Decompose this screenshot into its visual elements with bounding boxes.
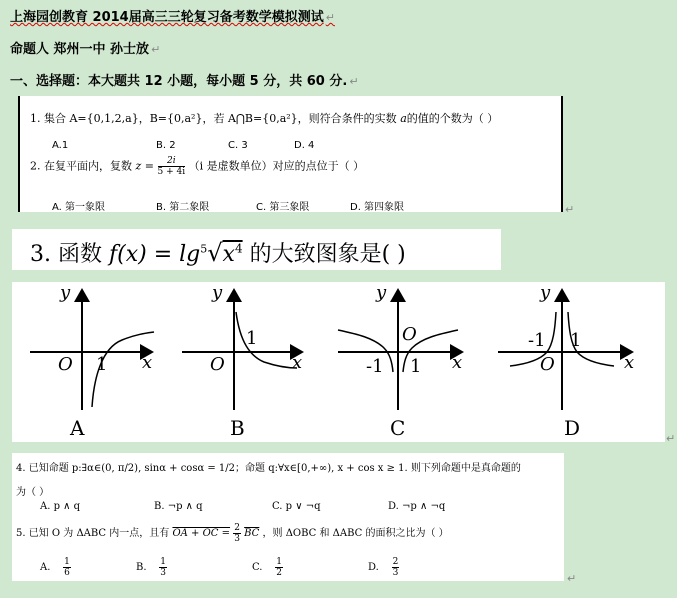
graph-b [182,290,302,410]
graph-c [338,290,462,410]
q2-option-c: C. 第三象限 [256,202,310,213]
q4-stem-cont: 为（ ） [16,487,50,498]
q2-option-b: B. 第二象限 [156,202,210,213]
graph-d-mark-1: 1 [570,330,582,351]
question-image-4-5 [12,453,564,581]
q4-option-a: A. p ∧ q [40,501,81,512]
q4-stem: 4. 已知命题 p:∃α∈(0, π/2), sinα + cosα = 1/2；命题 q:∀x∈[0,+∞), x + cos x ≥ 1. 则下列命题中是真命题的 [16,463,521,474]
q2-option-d: D. 第四象限 [350,202,405,213]
q1-stem: 1. 集合 A={0,1,2,a}，B={0,a²}，若 A⋂B={0,a²}，则符合条件的实数 a的值的个数为（ ） [30,112,499,125]
graph-d-x-label: x [624,352,635,373]
graph-b-x-label: x [292,352,303,373]
graph-d [498,290,635,410]
q5-option-c: C. $\frac{1}{2}$ [252,557,282,578]
graph-c-x-label: x [452,352,463,373]
q5-stem: 5. 已知 O 为 ΔABC 内一点，且有 OA + OC = $\frac{2}{3}$ $\overline{BC}$ ，则 ΔOBC 和 ΔABC 的面积之比为（ ） [16,523,449,544]
graph-d-origin: O [540,354,555,375]
graph-c-origin: O [402,324,417,345]
graph-a-y-label: y [60,282,71,303]
author-line: 命题人 郑州一中 孙士放 ↵ [10,42,161,57]
q5-option-d: D. $\frac{2}{3}$ [368,557,399,578]
document-title: 上海园创教育 2014届高三三轮复习备考数学模拟测试 ↵ [10,10,335,25]
question-image-1-2 [18,96,563,212]
graph-b-y-label: y [212,282,223,303]
q4-option-c: C. p ∨ ¬q [272,501,321,512]
graph-c-mark-neg1: -1 [366,356,384,377]
graph-a-caption: A [70,416,85,440]
q1-option-a: A.1 [52,140,69,151]
q2-option-a: A. 第一象限 [52,202,106,213]
q1-option-c: C. 3 [228,140,248,151]
graph-a [30,290,154,410]
graph-d-caption: D [564,416,581,440]
graph-b-origin: O [210,354,225,375]
graph-b-caption: B [230,416,245,440]
graph-a-mark-1: 1 [96,354,108,375]
graph-a-x-label: x [142,352,153,373]
question-image-3-stem [12,229,501,270]
q2-stem: 2. 在复平面内，复数 z = $\frac{2i}{5 + 4i}$ （i 是虚数单位）对应的点位于（ ） [30,156,365,177]
q4-option-d: D. ¬p ∧ ¬q [388,501,446,512]
section-heading: 一、选择题：本大题共 12 小题，每小题 5 分，共 60 分. ↵ [10,74,359,89]
q5-option-b: B. $\frac{1}{3}$ [136,557,166,578]
graph-c-mark-1: 1 [410,356,422,377]
q5-option-a: A. $\frac{1}{6}$ [40,557,70,578]
q1-option-b: B. 2 [156,140,176,151]
graph-b-mark-1: 1 [246,328,258,349]
q1-option-d: D. 4 [294,140,315,151]
q4-option-b: B. ¬p ∧ q [154,501,203,512]
graph-d-mark-neg1: -1 [528,330,546,351]
graph-a-origin: O [58,354,73,375]
q3-stem: 3. 函数 $f(x) = \lg^5√x^4$ 的大致图象是( ) [30,239,406,267]
graph-c-y-label: y [376,282,387,303]
graph-d-y-label: y [540,282,551,303]
graph-c-caption: C [390,416,406,440]
q3-graphs [12,282,665,442]
